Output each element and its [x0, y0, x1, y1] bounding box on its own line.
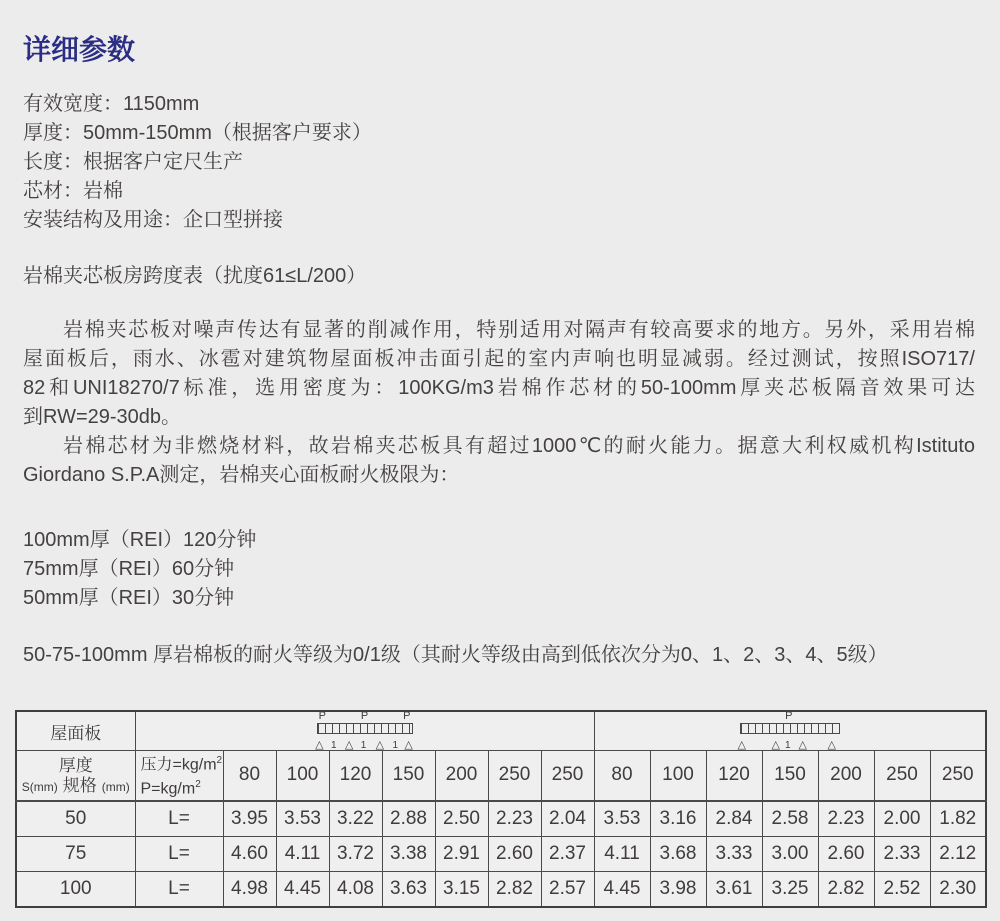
data-cell: 2.60 [488, 836, 541, 871]
text-line: 到RW=29-30db。 [23, 406, 182, 428]
table-row-headers [16, 751, 986, 801]
data-cell: 3.15 [435, 871, 488, 907]
data-cell: 2.12 [930, 836, 986, 871]
data-cell: 2.33 [874, 836, 930, 871]
column-header: 120 [706, 751, 762, 801]
data-cell: 2.91 [435, 836, 488, 871]
data-cell: 4.11 [594, 836, 650, 871]
support-icon: △ [344, 739, 354, 751]
thickness-title: 厚度 [58, 755, 93, 775]
data-cell: 3.68 [650, 836, 706, 871]
pressure-line-1 [136, 751, 223, 775]
data-cell: 2.37 [541, 836, 594, 871]
data-cell: 4.60 [223, 836, 276, 871]
thickness-header-cell [16, 751, 135, 801]
data-cell: 4.45 [594, 871, 650, 907]
data-cell: 2.04 [541, 801, 594, 837]
pressure-line-2 [136, 775, 223, 799]
load-diagram-cell-single-span [594, 711, 986, 751]
data-cell: 2.88 [382, 801, 435, 837]
spec-line-width: 有效宽度：1150mm [23, 93, 200, 115]
data-cell: 3.25 [762, 871, 818, 907]
data-cell: 2.00 [874, 801, 930, 837]
column-header: 120 [329, 751, 382, 801]
data-cell: 4.08 [329, 871, 382, 907]
spec-list [23, 90, 1000, 235]
data-cell: 2.57 [541, 871, 594, 907]
column-header: 100 [650, 751, 706, 801]
rei-line-100: 100mm厚（REI）120分钟 [23, 529, 257, 551]
data-cell: 2.58 [762, 801, 818, 837]
data-cell: 1.82 [930, 801, 986, 837]
load-p-label: P [360, 711, 369, 722]
column-header: 250 [541, 751, 594, 801]
column-header: 80 [223, 751, 276, 801]
data-cell: 2.84 [706, 801, 762, 837]
spec-label: 规格 [62, 775, 97, 795]
support-icon: △ [737, 739, 746, 751]
table-row-100 [16, 871, 986, 907]
data-cell: 3.61 [706, 871, 762, 907]
spec-line-core: 芯材：岩棉 [23, 180, 123, 202]
rei-line-50: 50mm厚（REI）30分钟 [23, 587, 235, 609]
data-cell: 3.63 [382, 871, 435, 907]
span-count-label: 1 [784, 740, 791, 751]
data-cell: 2.52 [874, 871, 930, 907]
support-icon: △ [315, 739, 324, 751]
data-cell: 2.60 [818, 836, 874, 871]
data-cell: 2.23 [818, 801, 874, 837]
table-row-diagrams [16, 711, 986, 751]
fire-resistance-list [23, 526, 1000, 613]
pressure-text: P=kg/m [140, 780, 196, 798]
spec-line-length: 长度：根据客户定尺生产 [23, 151, 243, 173]
data-cell: 3.38 [382, 836, 435, 871]
span-count-label: 1 [360, 740, 367, 751]
data-cell: 2.50 [435, 801, 488, 837]
pressure-text: 压力=kg/m [140, 756, 217, 774]
column-header: 250 [930, 751, 986, 801]
span-table [15, 710, 987, 908]
column-header: 250 [874, 751, 930, 801]
load-diagram-cell-multi-span [135, 711, 594, 751]
column-header: 200 [435, 751, 488, 801]
text-line: 岩棉夹芯板对噪声传达有显著的削减作用，特别适用对隔声有较高要求的地方。另外，采用岩棉 [63, 319, 975, 341]
pressure-sup: 2 [216, 755, 223, 766]
thickness-cell: 100 [16, 871, 135, 907]
table-corner-cell: 屋面板 [16, 711, 135, 751]
data-cell: 3.33 [706, 836, 762, 871]
thickness-cell: 50 [16, 801, 135, 837]
body-text [23, 316, 975, 490]
support-icon: △ [771, 739, 780, 751]
pressure-header-cell [135, 751, 223, 801]
data-cell: 3.95 [223, 801, 276, 837]
text-line: 屋面板后，雨水、冰雹对建筑物屋面板冲击面引起的室内声响也明显减弱。经过测试，按照ISO717/ [23, 348, 975, 370]
column-header: 80 [594, 751, 650, 801]
page-title: 详细参数 [23, 34, 136, 65]
data-cell: 3.16 [650, 801, 706, 837]
data-cell: 3.00 [762, 836, 818, 871]
load-diagram-three-span-icon [317, 712, 413, 750]
column-header: 150 [762, 751, 818, 801]
spec-line-thickness: 厚度：50mm-150mm（根据客户要求） [23, 122, 372, 144]
thickness-units [17, 776, 135, 797]
data-cell: 3.22 [329, 801, 382, 837]
column-header: 150 [382, 751, 435, 801]
load-p-label: P [318, 711, 326, 722]
span-table-heading: 岩棉夹芯板房跨度表（扰度61≤L/200） [23, 265, 367, 287]
support-icon: △ [827, 739, 836, 751]
formula-cell: L= [135, 871, 223, 907]
formula-cell: L= [135, 801, 223, 837]
mm-unit-label: (mm) [101, 779, 130, 794]
text-line: 岩棉芯材为非燃烧材料，故岩棉夹芯板具有超过1000℃的耐火能力。据意大利权威机构Istituto [63, 435, 975, 457]
support-icon: △ [798, 739, 807, 751]
s-unit-label: S(mm) [21, 779, 58, 794]
pressure-sup: 2 [195, 779, 201, 791]
data-cell: 3.53 [276, 801, 329, 837]
text-line: Giordano S.P.A测定，岩棉夹心面板耐火极限为： [23, 464, 460, 486]
data-cell: 2.30 [930, 871, 986, 907]
support-icon: △ [375, 739, 385, 751]
load-diagram-single-span-icon [737, 711, 840, 751]
column-header: 200 [818, 751, 874, 801]
load-p-label: P [785, 711, 793, 722]
data-cell: 4.45 [276, 871, 329, 907]
support-icon: △ [404, 739, 413, 751]
column-header: 100 [276, 751, 329, 801]
data-cell: 3.98 [650, 871, 706, 907]
data-cell: 4.11 [276, 836, 329, 871]
span-count-label: 1 [392, 740, 398, 751]
rei-line-75: 75mm厚（REI）60分钟 [23, 558, 235, 580]
data-cell: 2.82 [488, 871, 541, 907]
fire-grade-note: 50-75-100mm 厚岩棉板的耐火等级为0/1级（其耐火等级由高到低依次分为0、1、2、3、4、5级） [23, 644, 888, 666]
data-cell: 3.72 [329, 836, 382, 871]
span-count-label: 1 [330, 740, 337, 751]
formula-cell: L= [135, 836, 223, 871]
load-p-label: P [403, 711, 411, 722]
spec-line-install: 安装结构及用途：企口型拼接 [23, 209, 283, 231]
column-header: 250 [488, 751, 541, 801]
table-row-50 [16, 801, 986, 837]
data-cell: 2.23 [488, 801, 541, 837]
data-cell: 2.82 [818, 871, 874, 907]
table-row-75 [16, 836, 986, 871]
thickness-cell: 75 [16, 836, 135, 871]
data-cell: 3.53 [594, 801, 650, 837]
beam-icon [317, 723, 413, 734]
data-cell: 4.98 [223, 871, 276, 907]
text-line: 82和UNI18270/7标准，选用密度为：100KG/m3岩棉作芯材的50-100mm厚夹芯板隔音效果可达 [23, 377, 975, 399]
beam-icon [740, 723, 840, 734]
